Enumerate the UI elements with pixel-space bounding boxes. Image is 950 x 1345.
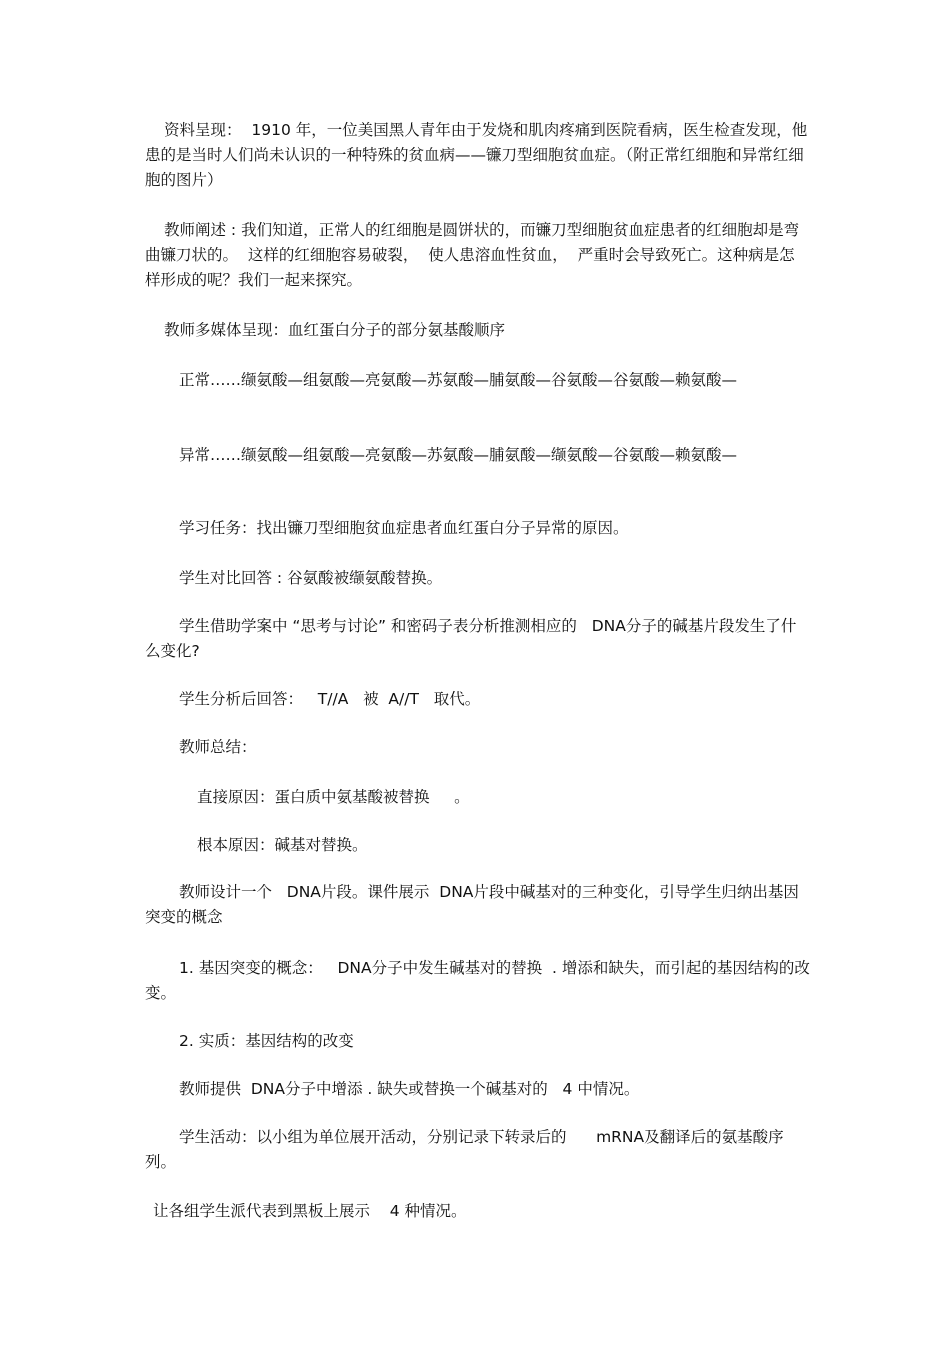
paragraph-teacher-summary: 教师总结： xyxy=(179,738,257,756)
paragraph-student-compare: 学生对比回答 : 谷氨酸被缬氨酸替换。 xyxy=(179,569,443,587)
paragraph-student-discuss: 学生借助学案中 “思考与讨论” 和密码子表分析推测相应的 DNA分子的碱基片段发生了什么变化? xyxy=(145,617,797,660)
paragraph-student-activity: 学生活动：以小组为单位展开活动，分别记录下转录后的 mRNA及翻译后的氨基酸序列。 xyxy=(145,1128,784,1171)
paragraph-teacher-provide: 教师提供 DNA分子中增添 . 缺失或替换一个碱基对的 4 中情况。 xyxy=(179,1080,640,1098)
paragraph-mutation-concept: 1. 基因突变的概念： DNA分子中发生碱基对的替换 . 增添和缺失，而引起的基因结构的改变。 xyxy=(145,959,810,1002)
paragraph-abnormal-sequence: 异常……缬氨酸—组氨酸—亮氨酸—苏氨酸—脯氨酸—缬氨酸—谷氨酸—赖氨酸— xyxy=(179,446,738,464)
paragraph-learning-task: 学习任务：找出镰刀型细胞贫血症患者血红蛋白分子异常的原因。 xyxy=(179,519,629,537)
paragraph-multimedia: 教师多媒体呈现：血红蛋白分子的部分氨基酸顺序 xyxy=(164,321,506,339)
paragraph-teacher-design: 教师设计一个 DNA片段。课件展示 DNA片段中碱基对的三种变化，引导学生归纳出基因突变的概念 xyxy=(145,883,799,926)
paragraph-direct-cause: 直接原因：蛋白质中氨基酸被替换 。 xyxy=(197,788,470,806)
paragraph-teacher-explain: 教师阐述 : 我们知道，正常人的红细胞是圆饼状的，而镰刀型细胞贫血症患者的红细胞却是弯曲镰刀状的。 这样的红细胞容易破裂， 使人患溶血性贫血， 严重时会导致死亡。这种病是怎样形成的呢？我们一起来探究。 xyxy=(145,221,800,289)
paragraph-normal-sequence: 正常……缬氨酸—组氨酸—亮氨酸—苏氨酸—脯氨酸—谷氨酸—谷氨酸—赖氨酸— xyxy=(179,371,738,389)
paragraph-essence: 2. 实质：基因结构的改变 xyxy=(179,1032,354,1050)
paragraph-group-present: 让各组学生派代表到黑板上展示 4 种情况。 xyxy=(153,1202,467,1220)
paragraph-material-intro: 资料呈现： 1910 年，一位美国黑人青年由于发烧和肌肉疼痛到医院看病，医生检查发现，他患的是当时人们尚未认识的一种特殊的贫血病——镰刀型细胞贫血症。（附正常红细胞和异常红细胞的图片） xyxy=(145,121,808,189)
paragraph-student-answer: 学生分析后回答： T//A 被 A//T 取代。 xyxy=(179,690,481,708)
paragraph-root-cause: 根本原因：碱基对替换。 xyxy=(197,836,368,854)
